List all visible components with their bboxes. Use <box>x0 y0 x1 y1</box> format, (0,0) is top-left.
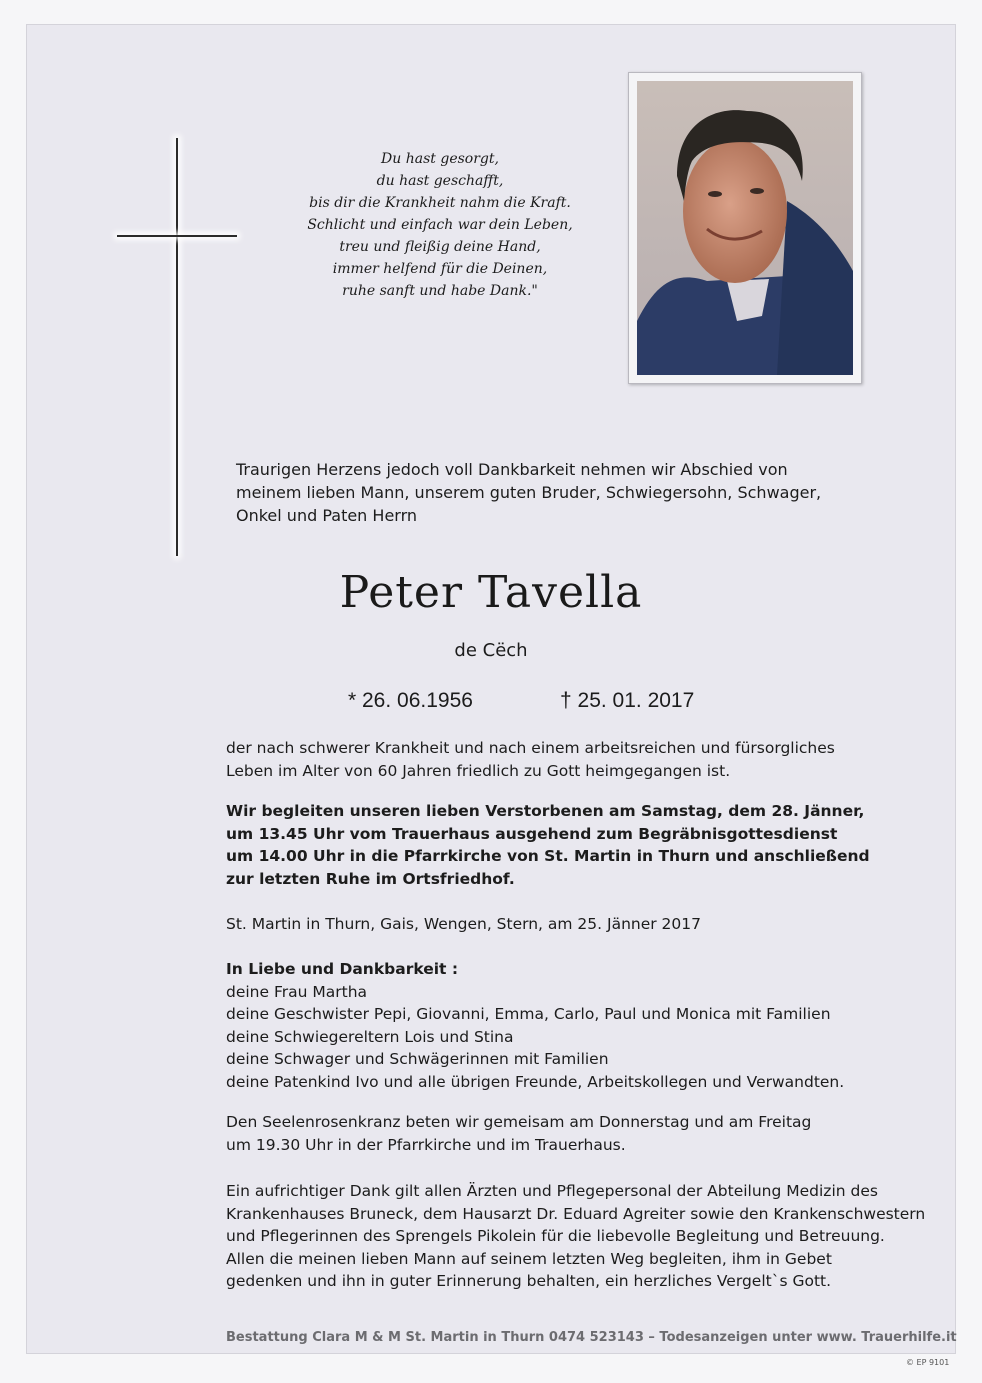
death-date: † 25. 01. 2017 <box>560 689 695 712</box>
thanks-line: Ein aufrichtiger Dank gilt allen Ärzten und Pflegepersonal der Abteilung Medizin des <box>226 1182 878 1200</box>
funeral-line: um 13.45 Uhr vom Trauerhaus ausgehend zum Begräbnisgottesdienst <box>226 824 838 843</box>
intro-line: Traurigen Herzens jedoch voll Dankbarkeit nehmen wir Abschied von <box>236 460 788 479</box>
intro-line: Onkel und Paten Herrn <box>236 506 418 525</box>
place-date-line: St. Martin in Thurn, Gais, Wengen, Stern, am 25. Jänner 2017 <box>226 915 702 933</box>
cross-icon-beam <box>117 235 237 237</box>
rosary-line: um 19.30 Uhr in der Pfarrkirche und im Trauerhaus. <box>226 1135 626 1154</box>
rosary-text <box>226 1111 916 1156</box>
funeral-line: zur letzten Ruhe im Ortsfriedhof. <box>226 869 515 888</box>
mourners-list <box>226 958 916 1093</box>
poem-line: immer helfend für die Deinen, <box>332 261 548 277</box>
cross-icon <box>176 138 178 556</box>
poem-line: du hast geschafft, <box>376 173 504 189</box>
birth-date: * 26. 06.1956 <box>348 689 473 712</box>
document-code: © EP 9101 <box>906 1358 950 1367</box>
poem <box>290 148 590 302</box>
portrait-image <box>637 81 853 375</box>
place-date <box>226 913 916 936</box>
poem-line: Schlicht und einfach war dein Leben, <box>307 217 573 233</box>
thanks-line: Krankenhauses Bruneck, dem Hausarzt Dr. Eduard Agreiter sowie den Krankenschwestern <box>226 1204 926 1223</box>
intro-text <box>236 458 836 527</box>
mourners-heading: In Liebe und Dankbarkeit : <box>226 960 459 978</box>
poem-line: treu und fleißig deine Hand, <box>339 239 541 255</box>
funeral-line: Wir begleiten unseren lieben Verstorbenen am Samstag, dem 28. Jänner, <box>226 802 865 820</box>
thanks-line: und Pflegerinnen des Sprengels Pikolein für die liebevolle Begleitung und Betreuung. <box>226 1227 885 1245</box>
passing-text <box>226 737 916 782</box>
mourner-line: deine Schwiegereltern Lois und Stina <box>226 1027 514 1046</box>
passing-line: der nach schwerer Krankheit und nach einem arbeitsreichen und fürsorgliches <box>226 739 835 757</box>
rosary-line: Den Seelenrosenkranz beten wir gemeisam am Donnerstag und am Freitag <box>226 1113 812 1131</box>
mourner-line: deine Patenkind Ivo und alle übrigen Freunde, Arbeitskollegen und Verwandten. <box>226 1072 845 1091</box>
deceased-nickname: de Cëch <box>454 640 528 661</box>
thanks-line: gedenken und ihn in guter Erinnerung behalten, ein herzliches Vergelt`s Gott. <box>226 1272 832 1290</box>
mourner-line: deine Schwager und Schwägerinnen mit Familien <box>226 1050 609 1068</box>
intro-line: meinem lieben Mann, unserem guten Bruder, Schwiegersohn, Schwager, <box>236 483 822 502</box>
mourner-line: deine Frau Martha <box>226 982 368 1001</box>
thanks-line: Allen die meinen lieben Mann auf seinem letzten Weg begleiten, ihm in Gebet <box>226 1249 832 1268</box>
thanks-text <box>226 1180 926 1293</box>
poem-line: bis dir die Krankheit nahm die Kraft. <box>309 195 571 211</box>
poem-line: Du hast gesorgt, <box>381 151 499 167</box>
portrait-photo <box>628 72 862 384</box>
deceased-name: Peter Tavella <box>339 567 643 618</box>
funeral-line: um 14.00 Uhr in die Pfarrkirche von St. Martin in Thurn und anschließend <box>226 847 870 865</box>
funeral-text <box>226 800 916 890</box>
passing-line: Leben im Alter von 60 Jahren friedlich zu Gott heimgegangen ist. <box>226 761 731 780</box>
poem-line: ruhe sanft und habe Dank." <box>342 283 538 299</box>
mourner-line: deine Geschwister Pepi, Giovanni, Emma, Carlo, Paul und Monica mit Familien <box>226 1005 831 1023</box>
funeral-home-footer: Bestattung Clara M & M St. Martin in Thurn 0474 523143 – Todesanzeigen unter www. Trauerhilfe.it <box>226 1330 957 1345</box>
